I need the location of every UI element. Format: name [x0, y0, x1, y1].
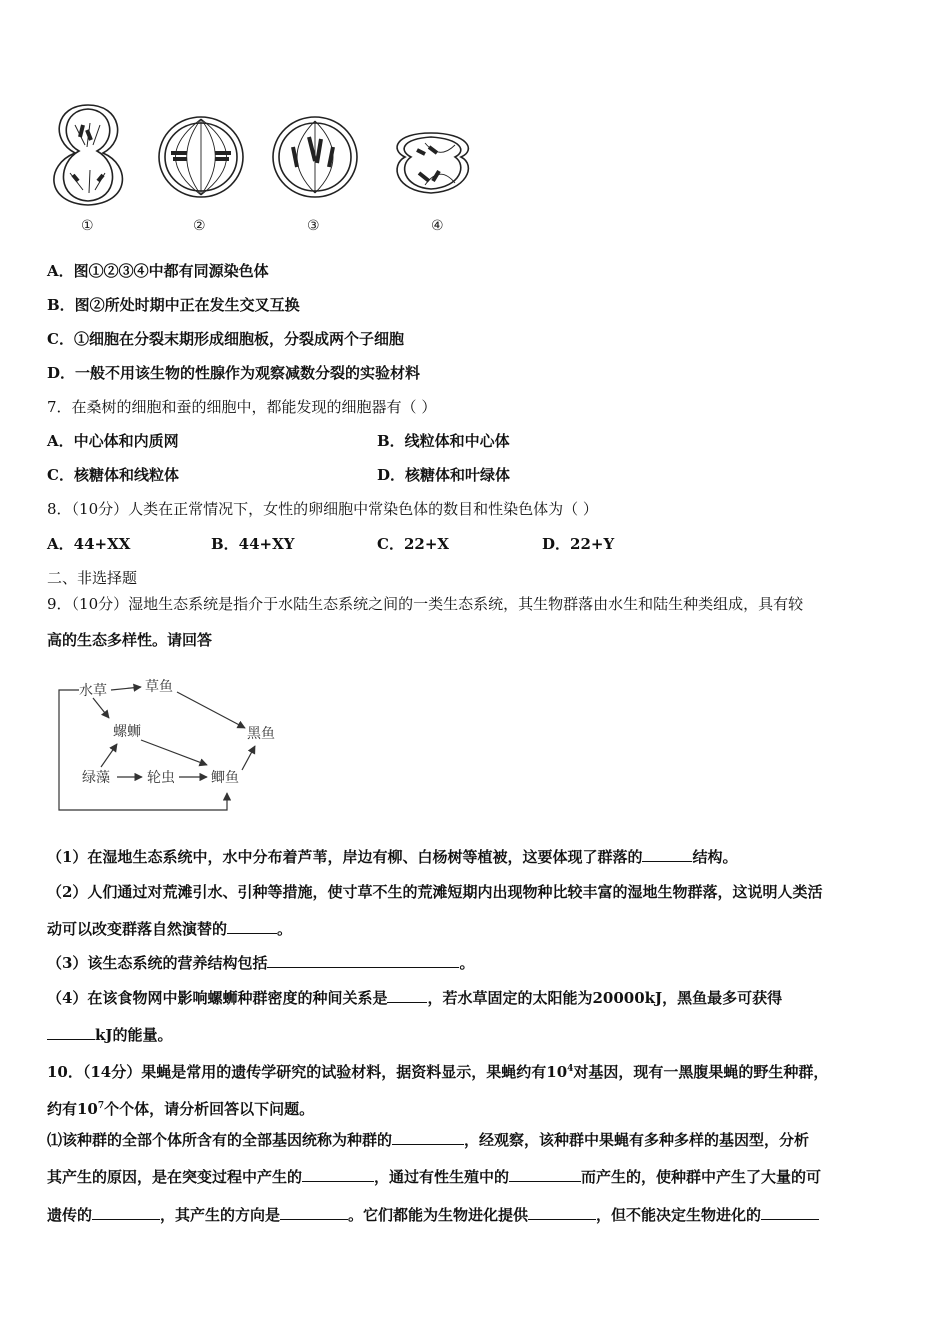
cell-3-label: ③ — [307, 218, 320, 234]
q10-stem-line1: 10．（14分）果蝇是常用的遗传学研究的试验材料，据资料显示，果蝇约有$10^4$对基因，现有一黑腹果蝇的野生种群， — [47, 1063, 829, 1081]
food-web-diagram — [57, 670, 297, 815]
cell-2-diagram — [159, 117, 243, 197]
q6-option-b: B．图②所处时期中正在发生交叉互换 — [47, 296, 300, 314]
q10-part1-line1: ⑴该种群的全部个体所含有的全部基因统称为种群的 ，经观察，该种群中果蝇有多种多样的基因型，分析 — [47, 1131, 810, 1149]
q6-option-c: C．①细胞在分裂末期形成细胞板，分裂成两个子细胞 — [47, 330, 404, 348]
web-lvzao: 绿藻 — [82, 770, 110, 786]
q9-part3: （3）该生态系统的营养结构包括 。 — [47, 954, 475, 972]
q10-part1-line2: 其产生的原因，是在突变过程中产生的 ，通过有性生殖中的 而产生的，使种群中产生了大量的可 — [47, 1168, 822, 1186]
cell-division-figure — [45, 95, 495, 240]
q7-option-b: B．线粒体和中心体 — [377, 432, 510, 450]
q6-option-d: D．一般不用该生物的性腺作为观察减数分裂的实验材料 — [47, 364, 421, 382]
section-heading: 二、非选择题 — [47, 569, 138, 587]
cell-1-diagram — [54, 105, 123, 205]
q9-stem-line1: 9．（10分）湿地生态系统是指介于水陆生态系统之间的一类生态系统，其生物群落由水生和陆生种类组成，具有较 — [47, 595, 804, 613]
q8-option-c: C．22+X — [377, 535, 450, 553]
cell-2-label: ② — [193, 218, 206, 234]
q8-option-a: A．44+XX — [47, 535, 131, 553]
web-caoyu: 草鱼 — [145, 679, 173, 695]
q9-part4-line1: （4）在该食物网中影响螺蛳种群密度的种间关系是 ，若水草固定的太阳能为20000kJ，黑鱼最多可获得 — [47, 989, 783, 1007]
q9-stem-line2: 高的生态多样性。请回答 — [47, 631, 213, 649]
q10-stem-line2: 约有$10^7$个个体，请分析回答以下问题。 — [47, 1100, 315, 1118]
cell-4-label: ④ — [431, 218, 444, 234]
web-heiyu: 黑鱼 — [247, 726, 275, 742]
q9-part2-line2: 动可以改变群落自然演替的 。 — [47, 920, 293, 938]
web-jiyu: 鲫鱼 — [211, 770, 239, 786]
q6-option-a: A．图①②③④中都有同源染色体 — [47, 262, 269, 280]
q8-option-b: B．44+XY — [211, 535, 295, 553]
q10-part1-line3: 遗传的 ，其产生的方向是 。它们都能为生物进化提供 ，但不能决定生物进化的 — [47, 1205, 819, 1225]
q7-option-d: D．核糖体和叶绿体 — [377, 466, 511, 484]
cell-3-diagram — [273, 117, 357, 197]
q9-part4-line2: kJ的能量。 — [47, 1025, 173, 1045]
web-shuicao: 水草 — [79, 683, 107, 699]
q8-option-d: D．22+Y — [542, 535, 615, 553]
q7-stem: 7．在桑树的细胞和蚕的细胞中，都能发现的细胞器有（ ） — [47, 398, 437, 416]
web-lunchong: 轮虫 — [147, 770, 175, 786]
q9-part2-line1: （2）人们通过对荒滩引水、引种等措施，使寸草不生的荒滩短期内出现物种比较丰富的湿地生物群落，这说明人类活 — [47, 883, 823, 901]
cell-1-label: ① — [81, 218, 94, 234]
q8-stem: 8．（10分）人类在正常情况下，女性的卵细胞中常染色体的数目和性染色体为（ ） — [47, 500, 598, 518]
q9-part1: （1）在湿地生态系统中，水中分布着芦苇，岸边有柳、白杨树等植被，这要体现了群落的 结构。 — [47, 848, 738, 866]
cell-4-diagram — [397, 133, 468, 193]
q7-option-a: A．中心体和内质网 — [47, 432, 179, 450]
q7-option-c: C．核糖体和线粒体 — [47, 466, 179, 484]
web-luosi: 螺蛳 — [113, 724, 141, 740]
